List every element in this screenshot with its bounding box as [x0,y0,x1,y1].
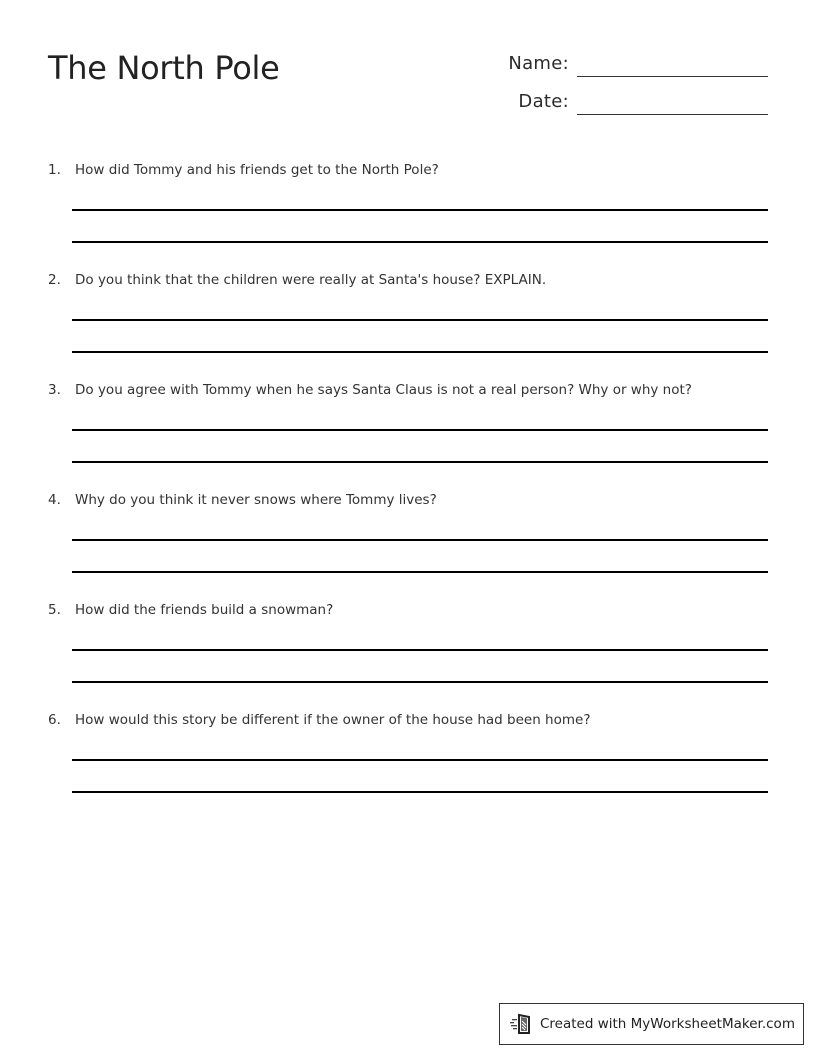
footer-text: Created with MyWorksheetMaker.com [540,1016,795,1032]
question-number: 6. [48,712,61,728]
question-item [48,490,768,600]
name-field-row [499,48,768,78]
created-with-badge[interactable] [499,1003,804,1045]
answer-line[interactable] [72,681,768,683]
date-input-line[interactable] [577,113,768,115]
question-text: Do you agree with Tommy when he says Santa Claus is not a real person? Why or why not? [75,382,692,398]
answer-line[interactable] [72,429,768,431]
question-item [48,270,768,380]
answer-line[interactable] [72,351,768,353]
question-number: 1. [48,162,61,178]
answer-line[interactable] [72,209,768,211]
name-input-line[interactable] [577,75,768,77]
name-label: Name: [508,53,569,74]
question-item [48,160,768,270]
question-text: How did the friends build a snowman? [75,602,334,618]
answer-line[interactable] [72,241,768,243]
answer-line[interactable] [72,461,768,463]
question-item [48,710,768,820]
date-label: Date: [518,91,569,112]
question-item [48,600,768,710]
answer-line[interactable] [72,791,768,793]
answer-line[interactable] [72,649,768,651]
question-item [48,380,768,490]
question-text: How did Tommy and his friends get to the North Pole? [75,162,439,178]
worksheet-maker-logo-icon [510,1013,534,1035]
question-list [48,160,768,820]
question-number: 2. [48,272,61,288]
question-number: 4. [48,492,61,508]
answer-line[interactable] [72,539,768,541]
question-text: How would this story be different if the owner of the house had been home? [75,712,591,728]
question-text: Do you think that the children were really at Santa's house? EXPLAIN. [75,272,547,288]
question-text: Why do you think it never snows where Tommy lives? [75,492,437,508]
answer-line[interactable] [72,571,768,573]
answer-line[interactable] [72,759,768,761]
answer-line[interactable] [72,319,768,321]
date-field-row [499,86,768,116]
worksheet-title: The North Pole [48,49,280,87]
question-number: 5. [48,602,61,618]
question-number: 3. [48,382,61,398]
